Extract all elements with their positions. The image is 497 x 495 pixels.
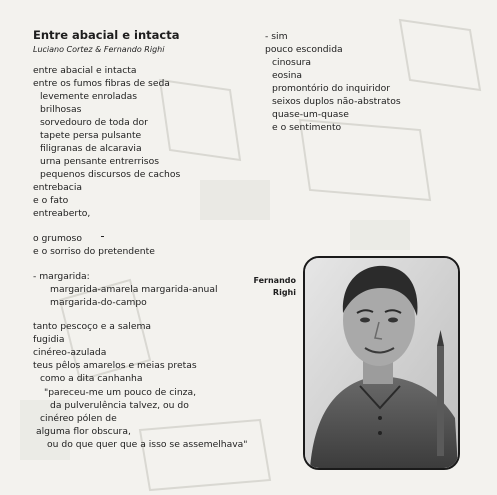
poem-line: entrebacia [33, 182, 83, 193]
poem-line: e o sorriso do pretendente [33, 246, 155, 257]
poem-line: - margarida: [33, 271, 90, 282]
poem-line: margarida-amarela margarida-anual [50, 284, 218, 295]
poem-line: como a dita canhanha [40, 373, 143, 384]
dash-mark [101, 236, 104, 237]
poem-line: seixos duplos não-abstratos [272, 96, 401, 107]
poem-line: urna pensante entrerrisos [40, 156, 159, 167]
poem-line: brilhosas [40, 104, 82, 115]
poem-line: ou do que quer que a isso se assemelhava" [47, 439, 248, 450]
poem-line: entre abacial e intacta [33, 65, 137, 76]
poem-line: filigranas de alcaravia [40, 143, 142, 154]
poem-line: tapete persa pulsante [40, 130, 142, 141]
poem-line: fugidia [33, 334, 65, 345]
poem-line: tanto pescoço e a salema [33, 321, 152, 332]
poem-line: teus pêlos amarelos e meias pretas [33, 360, 197, 371]
poem-line: entre os fumos fibras de seda [33, 78, 170, 89]
photo-caption-last: Righi [272, 288, 296, 297]
portrait-illustration [305, 258, 458, 468]
poem-line: pequenos discursos de cachos [40, 169, 181, 180]
poem-line: cinéreo-azulada [33, 347, 107, 358]
poem-title: Entre abacial e intacta [33, 28, 180, 42]
author-portrait [303, 256, 460, 470]
poem-line: pouco escondida [265, 44, 343, 55]
poem-line: promontório do inquiridor [272, 83, 391, 94]
poem-line: entreaberto, [33, 208, 91, 219]
poem-line: e o sentimento [272, 122, 342, 133]
poem-line: da pulverulência talvez, ou do [50, 400, 189, 411]
poem-line: quase-um-quase [272, 109, 349, 120]
poem-line: cinéreo pólen de [40, 413, 117, 424]
poem-line: eosina [272, 70, 303, 81]
poem-authors: Luciano Cortez & Fernando Righi [33, 45, 165, 54]
poem-line: - sim [265, 31, 288, 42]
poem-line: margarida-do-campo [50, 297, 147, 308]
poem-line: alguma flor obscura, [36, 426, 131, 437]
photo-caption-first: Fernando [253, 276, 296, 285]
poem-line: levemente enroladas [40, 91, 137, 102]
poem-line: sorvedouro de toda dor [40, 117, 148, 128]
poem-line: e o fato [33, 195, 69, 206]
poem-line: o grumoso [33, 233, 82, 244]
poem-line: "pareceu-me um pouco de cinza, [44, 387, 197, 398]
poem-line: cinosura [272, 57, 312, 68]
